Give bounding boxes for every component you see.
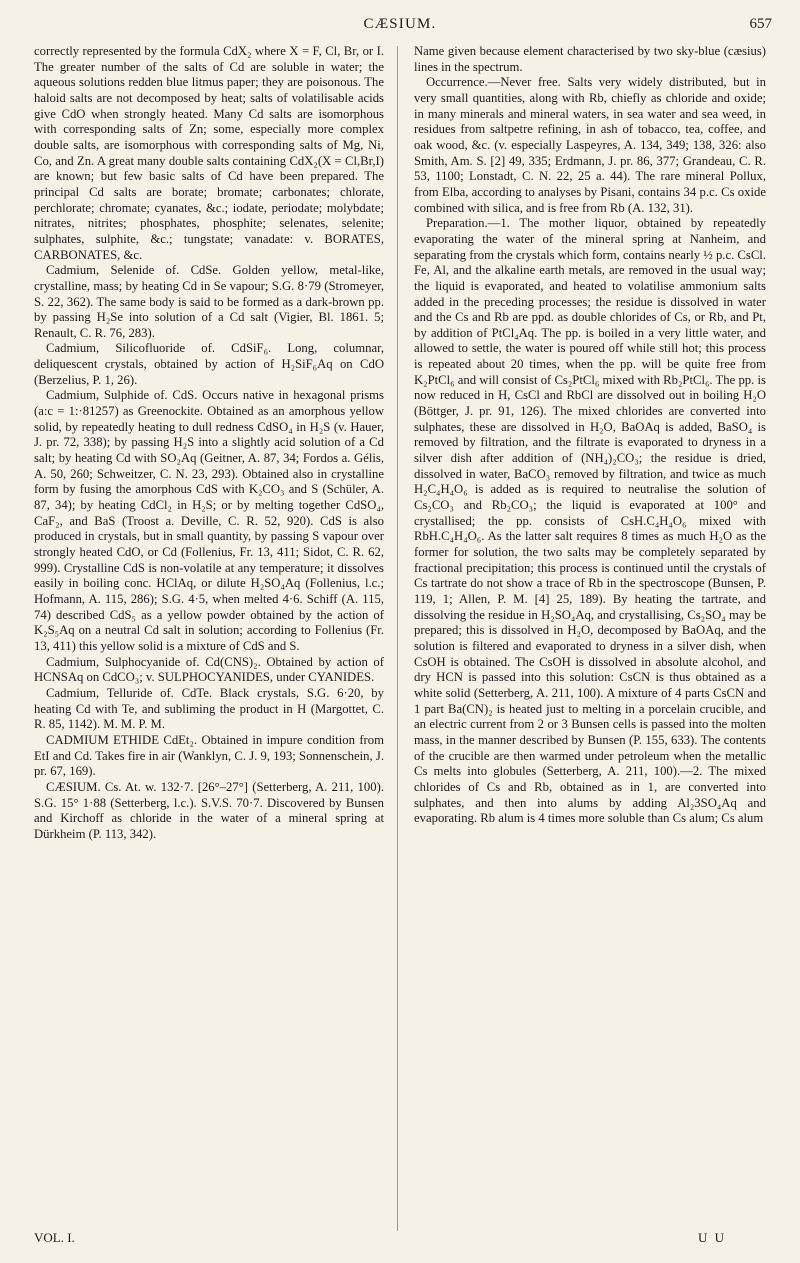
volume-label: VOL. I. [34, 1230, 75, 1245]
column-rule [397, 46, 398, 1231]
left-column [34, 44, 384, 842]
entry-cadmium-selenide: Cadmium, Selenide of. CdSe. Golden yellow, metal-like, crystalline, mass; by heating Cd in Se vapour; S.G. 8·79 (Stromeyer, S. 22, 362). The same body is said to be formed as a dark-brown pp. by passing H₂Se into solution of a Cd salt (Vigier, Bl. 1861. 5; Renault, C. R. 76, 283). [34, 263, 384, 340]
running-title: CÆSIUM. [363, 16, 437, 32]
running-header [0, 16, 800, 36]
entry-cadmium-ethide: CADMIUM ETHIDE CdEt₂. Obtained in impure condition from EtI and Cd. Takes fire in air (Wanklyn, C. J. 9, 193; Sonnenschein, J. pr. 67, 169). [34, 732, 384, 779]
entry-cadmium-silicofluoride: Cadmium, Silicofluoride of. CdSiF₆. Long, columnar, deliquescent crystals, obtained by action of H₂SiF₆Aq on CdO (Berzelius, P. 1, 26). [34, 341, 384, 387]
section-occurrence: Occurrence.—Never free. Salts very widely distributed, but in very small quantities, along with Rb, chiefly as chloride and oxide; in many minerals and mineral waters, in sea water and sea weed, in residues from saltpetre refining, in ash of tobacco, tea, coffee, and oak wood, &c. (v. especially Laspeyres, A. 134, 349; 138, 326: also Smith, Am. S. [2] 49, 335; Erdmann, J. pr. 86, 377; Grandeau, C. R. 53, 1100; Lonstadt, C. N. 22, 25 a. 44). The rare mineral Pollux, from Elba, according to analyses by Pisani, contains 34 p.c. Cs oxide combined with silica, and is free from Rb (A. 132, 31). [414, 75, 766, 215]
paragraph: Name given because element characterised by two sky-blue (cæsius) lines in the spectrum. [414, 44, 766, 74]
entry-cadmium-sulphide: Cadmium, Sulphide of. CdS. Occurs native in hexagonal prisms (a:c = 1:·81257) as Greenockite. Obtained as an amorphous yellow solid, by repeatedly heating to dull redness CdSO₄ in H₂S (v. Hauer, J. pr. 72, 338); by passing H₂S into a slightly acid solution of a Cd salt; by heating Cd with SO₂Aq (Geitner, A. 87, 34; Fordos a. Gélis, A. 50, 260; Schweitzer, C. N. 23, 293). Obtained also in crystalline form by fusing the amorphous CdS with K₂CO₃ and S (Schüler, A. 87, 34); by heating CdCl₂ in H₂S; or by melting together CdSO₄, CaF₂, and BaS (Troost a. Deville, C. R. 52, 920). CdS is also produced in crystals, but in small quantity, by passing S vapour over strongly heated CdO, or Cd (Follenius, Fr. 13, 411; Sidot, C. R. 62, 999). Crystalline CdS is non-volatile at any temperature; it dissolves easily in boiling conc. HClAq, or dilute H₂SO₄Aq (Follenius, l.c.; Hofmann, A. 115, 286); S.G. 4·5, when melted 4·6. Schiff (A. 115, 74) described CdS₅ as a yellow powder obtained by the action of K₂S₅Aq on a neutral Cd salt in solution; according to Follenius (Fr. 13, 411) this yellow solid is a mixture of CdS and S. [34, 388, 384, 653]
entry-cadmium-telluride: Cadmium, Telluride of. CdTe. Black crystals, S.G. 6·20, by heating Cd with Te, and subliming the product in H (Margottet, C. R. 85, 1142). M. M. P. M. [34, 685, 384, 732]
entry-caesium: CÆSIUM. Cs. At. w. 132·7. [26°–27°] (Setterberg, A. 211, 100). S.G. 15° 1·88 (Setterberg, l.c.). S.V.S. 70·7. Discovered by Bunsen and Kirchoff as chloride in the water of a mineral spring at Dürkheim (P. 113, 342). [34, 779, 384, 841]
page-number: 657 [749, 16, 772, 32]
section-preparation: Preparation.—1. The mother liquor, obtained by repeatedly evaporating the water of the mineral spring at Nanheim, and separating from the crystals which form, contains nearly ½ p.c. CsCl. Fe, Al, and the alkaline earth metals, are removed in the usual way; the liquid is evaporated, and heated to volatilise ammonium salts added in the preceding processes; the residue is dissolved in water and the Cs and Rb are ppd. as double chlorides of Cs, or Rb, and Pt, by addition of PtCl₄Aq. The pp. is boiled in a very little water, and allowed to settle, the water is poured off while still hot; this process is repeated about 20 times, when the pp. will be quite free from K₂PtCl₆ and will consist of Cs₂PtCl₆ mixed with Rb₂PtCl₆. The pp. is now reduced in H, CsCl and RbCl are dissolved out in boiling H₂O (Böttger, J. pr. 91, 126). The mixed chlorides are converted into sulphates, these are dissolved in H₂O, BaOAq is added, BaSO₄ is removed by filtration, and the filtrate is evaporated to dryness in a silver dish after addition of (NH₄)₂CO₃; the residue is dried, dissolved in water, BaCO₃ removed by filtration, and twice as much H₂C₄H₄O₆ is added as is required to neutralise the solution of Cs₂CO₃ and Rb₂CO₃; the liquid is evaporated at 100° and crystallised; the pp. consists of CsH.C₄H₄O₆ mixed with RbH.C₄H₄O₆. As the latter salt requires 8 times as much H₂O as the former for solution, the two salts may be completely separated by fractional precipitation; this process is continued until the crystals of Cs tartrate do not show a trace of Rb in the spectroscope (Bunsen, P. 119, 1; Allen, P. M. [4] 25, 189). By heating the tartrate, and dissolving the residue in H₂SO₄Aq, and crystallising, Cs₂SO₄ may be prepared; this is dissolved in H₂O, decomposed by BaOAq, and the solution is filtered and evaporated to dryness in a silver dish, when CsOH is obtained. The CsOH is dissolved in absolute alcohol, and dry HCN is passed into this solution: CsCN is thus obtained as a white solid (Setterberg, A. 211, 100). A mixture of 4 parts CsCN and 1 part Ba(CN)₂ is heated just to melting in a porcelain crucible, and an electric current from 2 or 3 Bunsen cells is passed into the molten mass, in the manner described by Bunsen (P. 155, 633). The contents of the crucible are then warmed under petroleum when the metallic Cs melts into globules (Setterberg, A. 211, 100).—2. The mixed chlorides of Cs and Rb, obtained as in 1, are converted into sulphates, and then into alums by adding Al₂3SO₄Aq and evaporating. Rb alum is 4 times more soluble than Cs alum; Cs alum [414, 216, 766, 826]
right-column [414, 44, 766, 827]
paragraph: correctly represented by the formula CdX₂ where X = F, Cl, Br, or I. The greater number of the salts of Cd are soluble in water; the aqueous solutions redden blue litmus paper; they are poisonous. The haloid salts are not decomposed by heat; salts of volatilisable acids give CdO when strongly heated. Many Cd salts are isomorphous with corresponding salts of Zn; some, especially more complex double salts, are isomorphous with corresponding salts of Mg, Ni, Co, and Zn. A great many double salts containing CdX₂(X = Cl,Br,I) are known; but few basic salts of Cd have been prepared. The principal Cd salts are borate; bromate; carbonates; chlorate, perchlorate; chromate; cyanates, &c.; iodate, periodate; molybdate; nitrates, nitrites; phosphates, phosphite; selenates, selenite; sulphates, sulphite, &c.; tungstate; vanadate: v. BORATES, CARBONATES, &c. [34, 44, 384, 262]
page-footer [34, 1230, 766, 1248]
signature-mark: U U [697, 1230, 726, 1245]
entry-cadmium-sulphocyanide: Cadmium, Sulphocyanide of. Cd(CNS)₂. Obtained by action of HCNSAq on CdCO₃; v. SULPHOCYANIDES, under CYANIDES. [34, 654, 384, 685]
